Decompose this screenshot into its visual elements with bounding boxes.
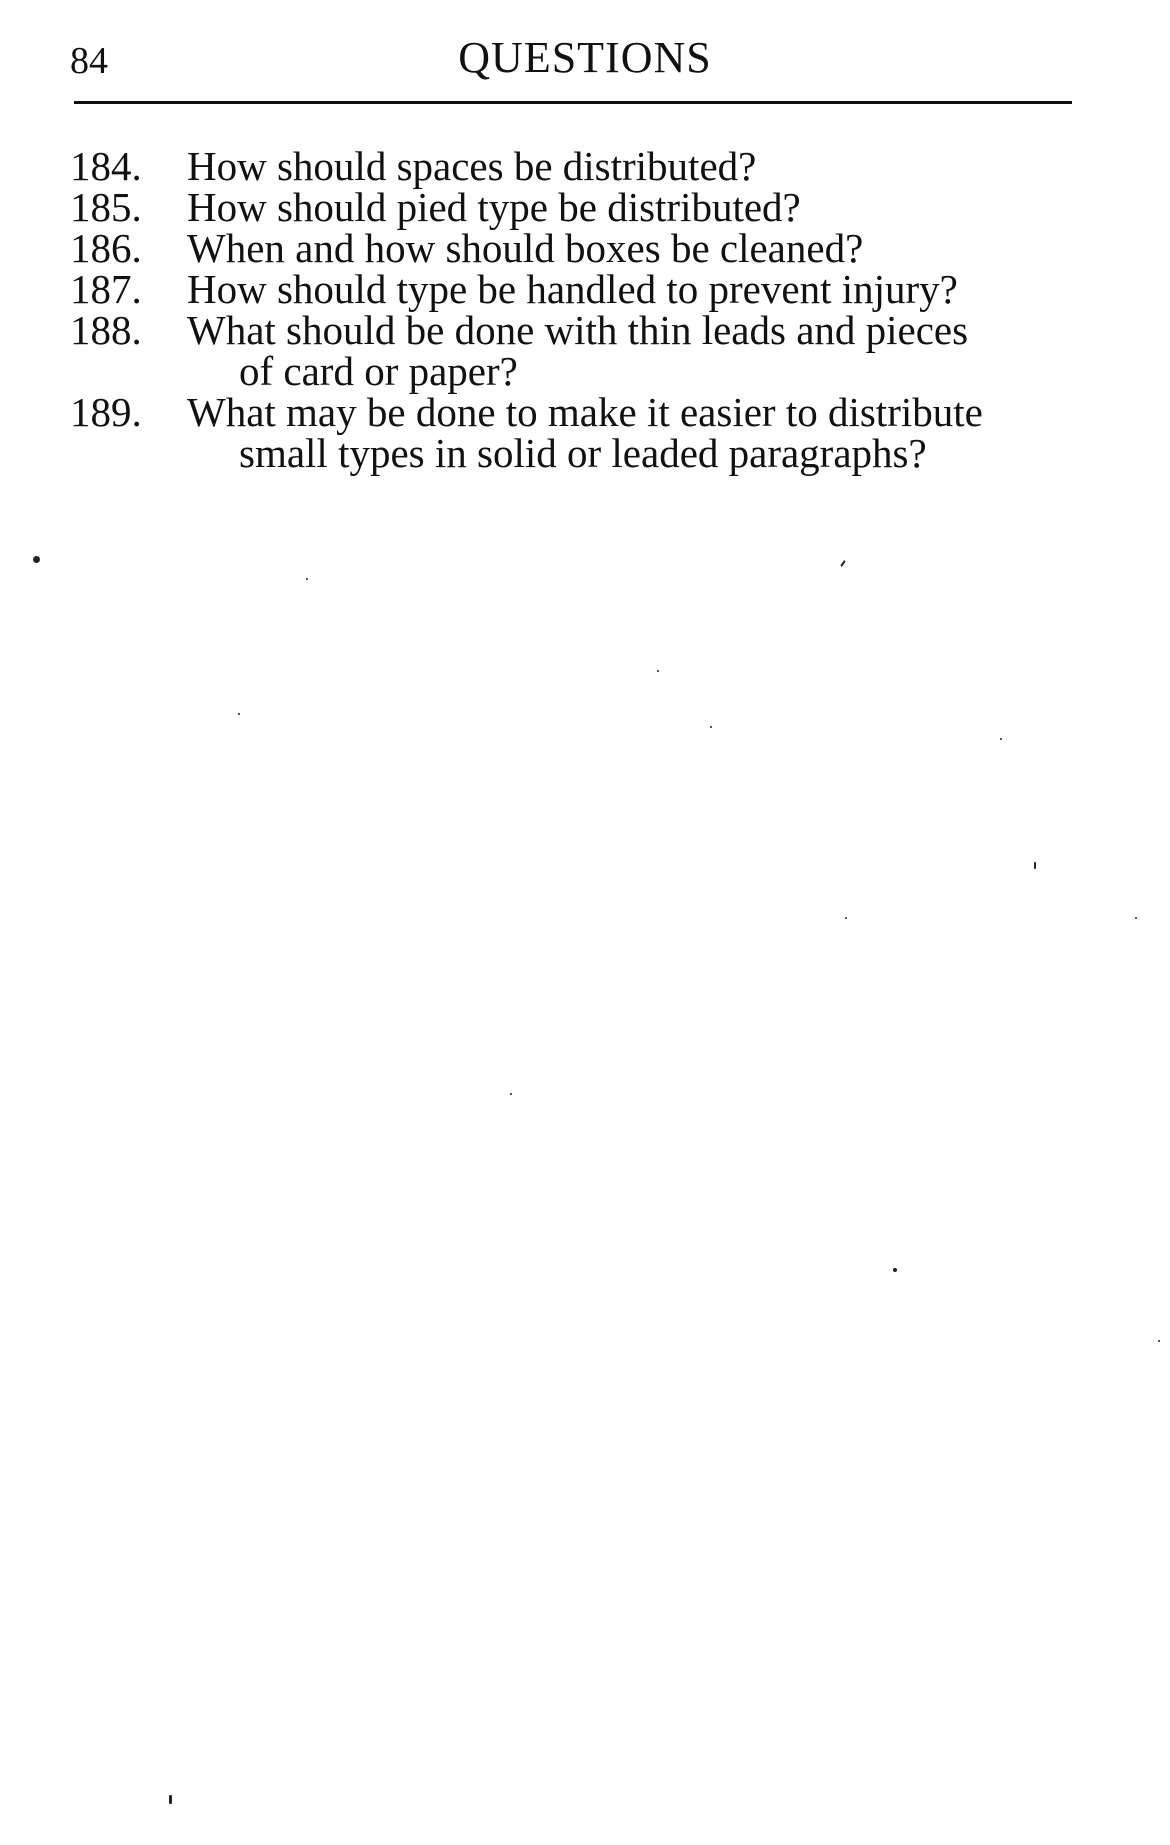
scan-speck xyxy=(510,1093,512,1095)
page-number: 84 xyxy=(70,40,108,82)
question-number: 185. xyxy=(70,184,142,230)
question-text xyxy=(187,184,1075,230)
question-line-continuation: of card or paper? xyxy=(239,348,518,394)
question-text xyxy=(187,389,1075,476)
question-text xyxy=(187,266,1075,312)
question-number: 187. xyxy=(70,266,142,312)
scan-speck xyxy=(306,578,308,580)
question-line: What may be done to make it easier to distribute xyxy=(187,389,983,435)
question-line: When and how should boxes be cleaned? xyxy=(187,225,864,271)
scan-speck xyxy=(840,560,846,567)
running-head: QUESTIONS xyxy=(458,33,712,82)
question-item xyxy=(70,184,1075,230)
scan-speck xyxy=(893,1268,897,1272)
scan-speck xyxy=(1034,862,1036,869)
question-number: 186. xyxy=(70,225,142,271)
question-line: How should spaces be distributed? xyxy=(187,143,757,189)
question-line: How should pied type be distributed? xyxy=(187,184,801,230)
question-number: 188. xyxy=(70,307,142,353)
question-text xyxy=(187,225,1075,271)
question-text xyxy=(187,307,1075,394)
header-rule xyxy=(74,101,1072,104)
question-list xyxy=(70,143,1075,476)
scan-speck xyxy=(657,670,659,672)
question-line: How should type be handled to prevent injury? xyxy=(187,266,958,312)
scan-speck xyxy=(1000,738,1002,740)
scan-speck xyxy=(845,917,847,919)
question-item xyxy=(70,389,1075,476)
question-line: What should be done with thin leads and pieces xyxy=(187,307,969,353)
question-number: 184. xyxy=(70,143,142,189)
question-item xyxy=(70,307,1075,394)
question-item xyxy=(70,266,1075,312)
scan-speck xyxy=(1135,917,1137,919)
scan-speck xyxy=(1158,1340,1160,1342)
question-item xyxy=(70,225,1075,271)
scan-speck xyxy=(238,713,240,715)
question-text xyxy=(187,143,1075,189)
scan-speck xyxy=(33,556,40,563)
scan-speck xyxy=(169,1795,172,1804)
question-number: 189. xyxy=(70,389,142,435)
question-line-continuation: small types in solid or leaded paragraphs? xyxy=(239,430,927,476)
scan-speck xyxy=(710,726,712,728)
question-item xyxy=(70,143,1075,189)
